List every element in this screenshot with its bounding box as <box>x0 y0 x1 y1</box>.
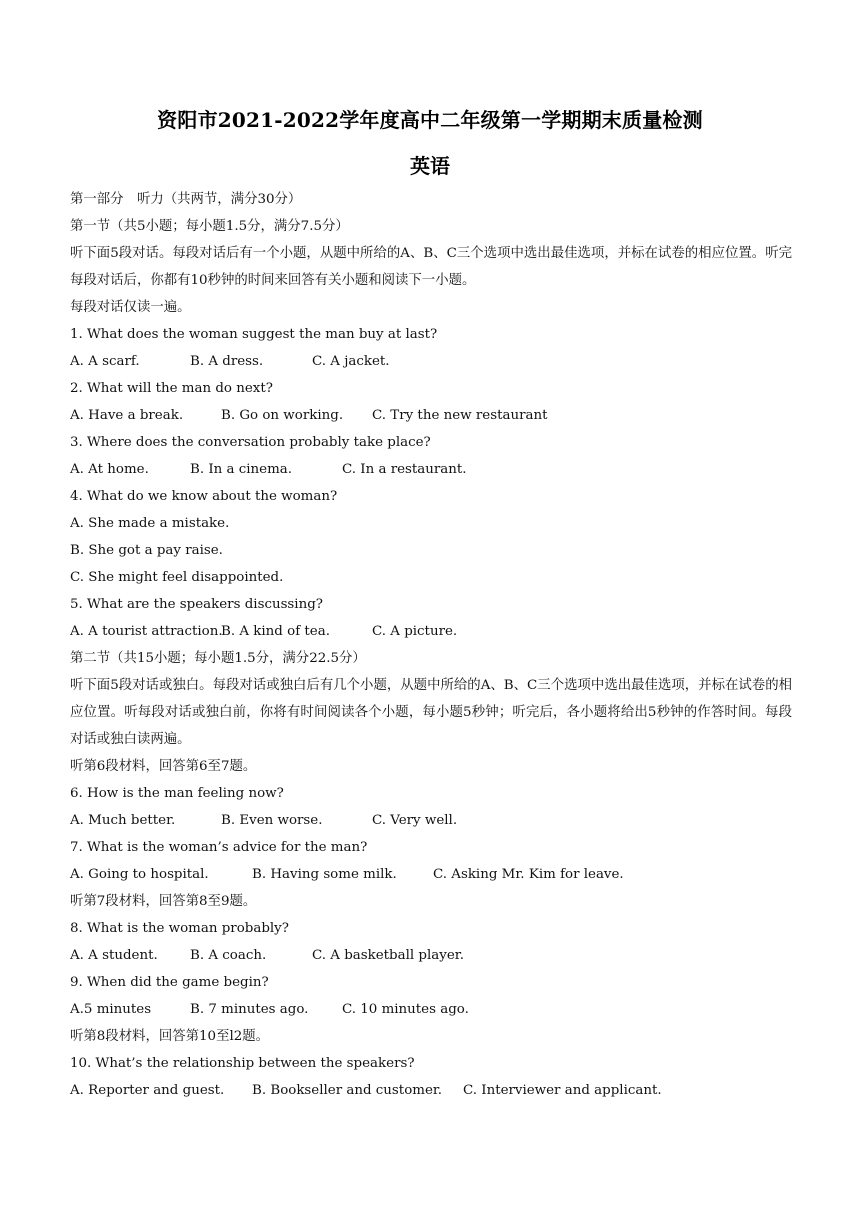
option-b: B. Having some milk. <box>252 867 397 882</box>
option-a: A. Much better. <box>70 813 176 828</box>
section-instruction: 听下面5段对话或独白。每段对话或独白后有几个小题，从题中所给的A、B、C三个选项中选出最佳选项，并标在试卷的相应位置。听每段对话或独白前，你将有时间阅读各个小题，每小题5秒钟；听完后，各小题将给出5秒钟的作答时间。每段对话或独白读两遍。 <box>70 678 792 747</box>
question-options <box>70 1077 792 1104</box>
option-a: A. Going to hospital. <box>70 867 209 882</box>
question-options <box>70 618 792 645</box>
question-stem: 5. What are the speakers discussing? <box>70 597 323 612</box>
option-b: B. In a cinema. <box>190 462 293 477</box>
option-a: A. Have a break. <box>70 408 184 423</box>
section-heading: 第二节（共15小题；每小题1.5分，满分22.5分） <box>70 651 366 666</box>
question-stem: 1. What does the woman suggest the man buy at last? <box>70 327 438 342</box>
option-c: C. Asking Mr. Kim for leave. <box>433 867 624 882</box>
question-options <box>70 456 792 483</box>
option-c: C. Try the new restaurant <box>372 408 548 423</box>
question-options <box>70 861 792 888</box>
material-heading: 听第6段材料，回答第6至7题。 <box>70 759 257 774</box>
option-c: C. 10 minutes ago. <box>342 1002 469 1017</box>
question-options <box>70 807 792 834</box>
question-stem: 10. What’s the relationship between the speakers? <box>70 1056 415 1071</box>
section-heading: 第一节（共5小题；每小题1.5分，满分7.5分） <box>70 219 349 234</box>
question-stem: 2. What will the man do next? <box>70 381 273 396</box>
option-c: C. In a restaurant. <box>342 462 467 477</box>
question-stem: 6. How is the man feeling now? <box>70 786 284 801</box>
material-heading: 听第8段材料，回答第10至l2题。 <box>70 1029 270 1044</box>
option-a: A. Reporter and guest. <box>70 1083 225 1098</box>
option-a: A. A student. <box>70 948 158 963</box>
question-stem: 3. Where does the conversation probably take place? <box>70 435 431 450</box>
option-c: C. She might feel disappointed. <box>70 570 284 585</box>
subject-title: 英语 <box>410 154 450 178</box>
question-stem: 7. What is the woman’s advice for the man? <box>70 840 368 855</box>
option-b: B. She got a pay raise. <box>70 543 223 558</box>
option-a: A. A scarf. <box>70 354 140 369</box>
question-stem: 9. When did the game begin? <box>70 975 269 990</box>
option-a: A. At home. <box>70 462 149 477</box>
exam-body <box>70 186 792 1104</box>
section-note: 每段对话仅读一遍。 <box>70 300 191 315</box>
option-a: A. A tourist attraction. <box>70 624 223 639</box>
question-options <box>70 996 792 1023</box>
question-options <box>70 348 792 375</box>
section-instruction: 听下面5段对话。每段对话后有一个小题，从题中所给的A、B、C三个选项中选出最佳选项，并标在试卷的相应位置。听完每段对话后，你都有10秒钟的时间来回答有关小题和阅读下一小题。 <box>70 246 792 288</box>
material-heading: 听第7段材料，回答第8至9题。 <box>70 894 257 909</box>
option-c: C. Interviewer and applicant. <box>463 1083 662 1098</box>
option-c: C. A jacket. <box>312 354 390 369</box>
option-a: A. She made a mistake. <box>70 516 230 531</box>
question-options <box>70 402 792 429</box>
option-c: C. A picture. <box>372 624 458 639</box>
question-stem: 8. What is the woman probably? <box>70 921 289 936</box>
question-options <box>70 942 792 969</box>
exam-title: 资阳市2021-2022学年度高中二年级第一学期期末质量检测 <box>157 108 703 132</box>
option-c: C. A basketball player. <box>312 948 464 963</box>
option-b: B. Even worse. <box>221 813 323 828</box>
option-b: B. A kind of tea. <box>221 624 330 639</box>
option-b: B. A dress. <box>190 354 264 369</box>
option-b: B. Go on working. <box>221 408 344 423</box>
option-a: A.5 minutes <box>70 1002 152 1017</box>
question-stem: 4. What do we know about the woman? <box>70 489 338 504</box>
option-b: B. A coach. <box>190 948 267 963</box>
option-b: B. 7 minutes ago. <box>190 1002 309 1017</box>
option-c: C. Very well. <box>372 813 458 828</box>
option-b: B. Bookseller and customer. <box>252 1083 443 1098</box>
part-heading: 第一部分 听力（共两节，满分30分） <box>70 192 302 207</box>
